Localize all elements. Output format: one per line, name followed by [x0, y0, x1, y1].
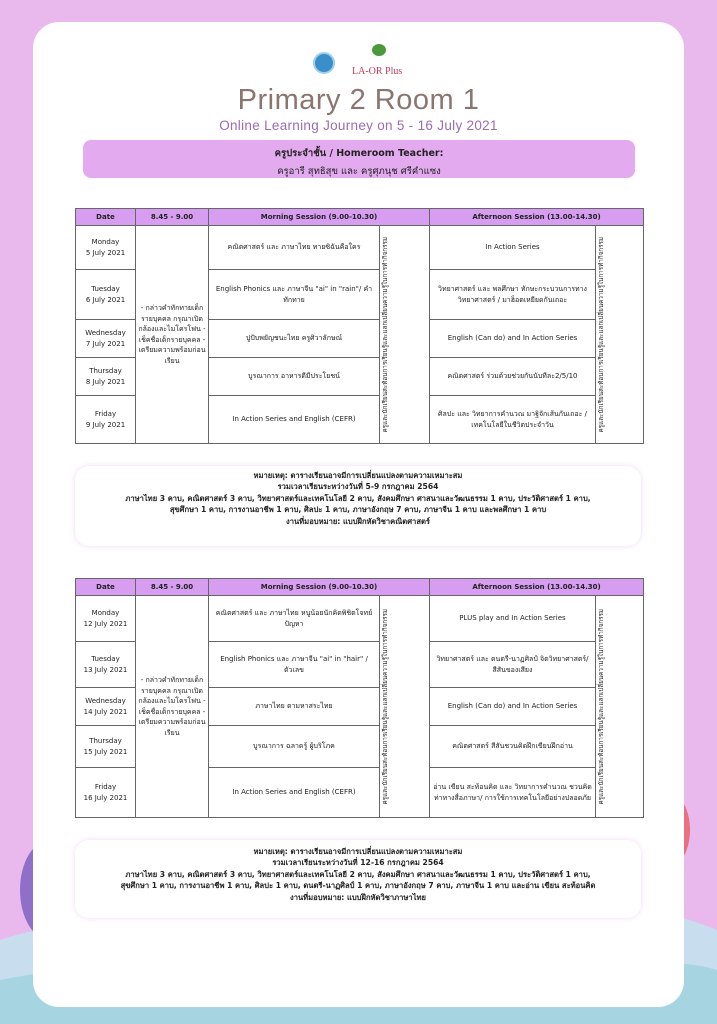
morning-reflection-cell: ครูและนักเรียนสะท้อนการเรียนรู้และแลกเปลี่ยนความรู้ในการทำกิจกรรม: [380, 596, 430, 818]
page-subtitle: Online Learning Journey on 5 - 16 July 2021: [219, 118, 498, 133]
date-cell: Tuesday 13 July 2021: [76, 642, 136, 688]
col-early: 8.45 - 9.00: [136, 579, 209, 596]
table-row: [76, 226, 644, 270]
col-afternoon: Afternoon Session (13.00-14.30): [430, 209, 644, 226]
afternoon-cell: อ่าน เขียน สะท้อนคิด และ วิทยาการคำนวณ ชวนคิดท่าทางสื่อภาษา/ การใช้การเทคโนโลยีอย่างปลอดภัย: [430, 768, 596, 818]
col-date: Date: [76, 209, 136, 226]
morning-cell: บูรณาการ อาหารดีมีประโยชน์: [209, 358, 380, 396]
school-logo-icon: [313, 52, 335, 74]
afternoon-cell: วิทยาศาสตร์ และ ดนตรี-นาฏศิลป์ จิตวิทยาศาสตร์/สีสันของเสียง: [430, 642, 596, 688]
morning-cell: คณิตศาสตร์ และ ภาษาไทย หนูน้อยนักคิดพิชิตโจทย์ปัญหา: [209, 596, 380, 642]
afternoon-cell: PLUS play and In Action Series: [430, 596, 596, 642]
morning-cell: In Action Series and English (CEFR): [209, 396, 380, 444]
date-cell: Tuesday 6 July 2021: [76, 270, 136, 320]
col-morning: Morning Session (9.00-10.30): [209, 209, 430, 226]
afternoon-reflection-cell: ครูและนักเรียนสะท้อนการเรียนรู้และแลกเปลี่ยนความรู้ในการทำกิจกรรม: [596, 596, 644, 818]
teacher-label: ครูประจำชั้น / Homeroom Teacher:: [274, 148, 444, 159]
page-title: Primary 2 Room 1: [237, 84, 480, 116]
la-or-plus-logo: LA-OR Plus: [352, 54, 402, 65]
early-activity-cell: - กล่าวคำทักทายเด็กรายบุคคล กรุณาเปิดกล้องและไมโครโฟน - เช็คชื่อเด็กรายบุคคล - เตรียมความพร้อมก่อนเรียน: [136, 596, 209, 818]
morning-cell: English Phonics และ ภาษาจีน "ai" in "rain"/ คำทักทาย: [209, 270, 380, 320]
morning-cell: English Phonics และ ภาษาจีน "ai" in "hair" / ตัวเลข: [209, 642, 380, 688]
afternoon-cell: In Action Series: [430, 226, 596, 270]
date-cell: Monday 12 July 2021: [76, 596, 136, 642]
col-date: Date: [76, 579, 136, 596]
col-early: 8.45 - 9.00: [136, 209, 209, 226]
early-activity-cell: - กล่าวคำทักทายเด็กรายบุคคล กรุณาเปิดกล้องและไมโครโฟน - เช็คชื่อเด็กรายบุคคล - เตรียมความพร้อมก่อนเรียน: [136, 226, 209, 444]
week2-note: หมายเหตุ: ตารางเรียนอาจมีการเปลี่ยนแปลงตามความเหมาะสม รวมเวลาเรียนระหว่างวันที่ 12-16 กรกฎาคม 2564 ภาษาไทย 3 คาบ, คณิตศาสตร์ 3 คาบ, วิทยาศาสตร์และเทคโนโลยี 2 คาบ, สังคมศึกษา ศาสนาและวัฒนธรรม 1 คาบ, ประวัติศาสตร์ 1 คาบ, สุขศึกษา 1 คาบ, การงานอาชีพ 1 คาบ, ศิลปะ 1 คาบ, ดนตรี-นาฏศิลป์ 1 คาบ, ภาษาอังกฤษ 7 คาบ, ภาษาจีน 1 คาบ และอ่าน เขียน สะท้อนคิด งานที่มอบหมาย: แบบฝึกหัดวิชาภาษาไทย: [75, 840, 641, 918]
morning-cell: บูรณาการ ฉลาดรู้ ผู้บริโภค: [209, 726, 380, 768]
morning-cell: ภาษาไทย ตามหาสระไทย: [209, 688, 380, 726]
date-cell: Wednesday 14 July 2021: [76, 688, 136, 726]
date-cell: Thursday 8 July 2021: [76, 358, 136, 396]
afternoon-cell: คณิตศาสตร์ ร่วมด้วยช่วยกันนับทีละ2/5/10: [430, 358, 596, 396]
morning-reflection-cell: ครูและนักเรียนสะท้อนการเรียนรู้และแลกเปลี่ยนความรู้ในการทำกิจกรรม: [380, 226, 430, 444]
date-cell: Wednesday 7 July 2021: [76, 320, 136, 358]
afternoon-cell: ศิลปะ และ วิทยาการคำนวณ มาฐิจักเส้นกันเถอะ /เทคโนโลยีในชีวิตประจำวัน: [430, 396, 596, 444]
morning-cell: คณิตศาสตร์ และ ภาษาไทย ทายซิฉันคือใคร: [209, 226, 380, 270]
afternoon-cell: English (Can do) and In Action Series: [430, 320, 596, 358]
afternoon-cell: English (Can do) and In Action Series: [430, 688, 596, 726]
week1-note: หมายเหตุ: ตารางเรียนอาจมีการเปลี่ยนแปลงตามความเหมาะสม รวมเวลาเรียนระหว่างวันที่ 5-9 กรกฎาคม 2564 ภาษาไทย 3 คาบ, คณิตศาสตร์ 3 คาบ, วิทยาศาสตร์และเทคโนโลยี 2 คาบ, สังคมศึกษา ศาสนาและวัฒนธรรม 1 คาบ, ประวัติศาสตร์ 1 คาบ, สุขศึกษา 1 คาบ, การงานอาชีพ 1 คาบ, ศิลปะ 1 คาบ, ภาษาอังกฤษ 7 คาบ, ภาษาจีน 1 คาบ และพลศึกษา 1 คาบ งานที่มอบหมาย: แบบฝึกหัดวิชาคณิตศาสตร์: [75, 466, 641, 546]
table-header-row: [76, 209, 644, 226]
col-morning: Morning Session (9.00-10.30): [209, 579, 430, 596]
homeroom-teacher-box: [83, 140, 635, 178]
logo-bar: [0, 50, 717, 80]
table-row: [76, 596, 644, 642]
schedule-table-week1: [75, 208, 644, 444]
afternoon-cell: คณิตศาสตร์ สีสันชวนคิดฝึกเขียนฝึกอ่าน: [430, 726, 596, 768]
morning-cell: ปูปับพยัญชนะไทย ครูศิวาลักษณ์: [209, 320, 380, 358]
afternoon-cell: วิทยาศาสตร์ และ พลศึกษา ทักษะกระบวนการทางวิทยาศาสตร์ / มาฮ็อตเหยียดกันเถอะ: [430, 270, 596, 320]
date-cell: Friday 16 July 2021: [76, 768, 136, 818]
table-header-row: [76, 579, 644, 596]
col-afternoon: Afternoon Session (13.00-14.30): [430, 579, 644, 596]
date-cell: Thursday 15 July 2021: [76, 726, 136, 768]
date-cell: Monday 5 July 2021: [76, 226, 136, 270]
schedule-table-week2: [75, 578, 644, 818]
date-cell: Friday 9 July 2021: [76, 396, 136, 444]
morning-cell: In Action Series and English (CEFR): [209, 768, 380, 818]
afternoon-reflection-cell: ครูและนักเรียนสะท้อนการเรียนรู้และแลกเปลี่ยนความรู้ในการทำกิจกรรม: [596, 226, 644, 444]
teacher-names: ครูอารี สุทธิสุข และ ครูศุภนุช ศรีคำแซง: [277, 166, 441, 177]
